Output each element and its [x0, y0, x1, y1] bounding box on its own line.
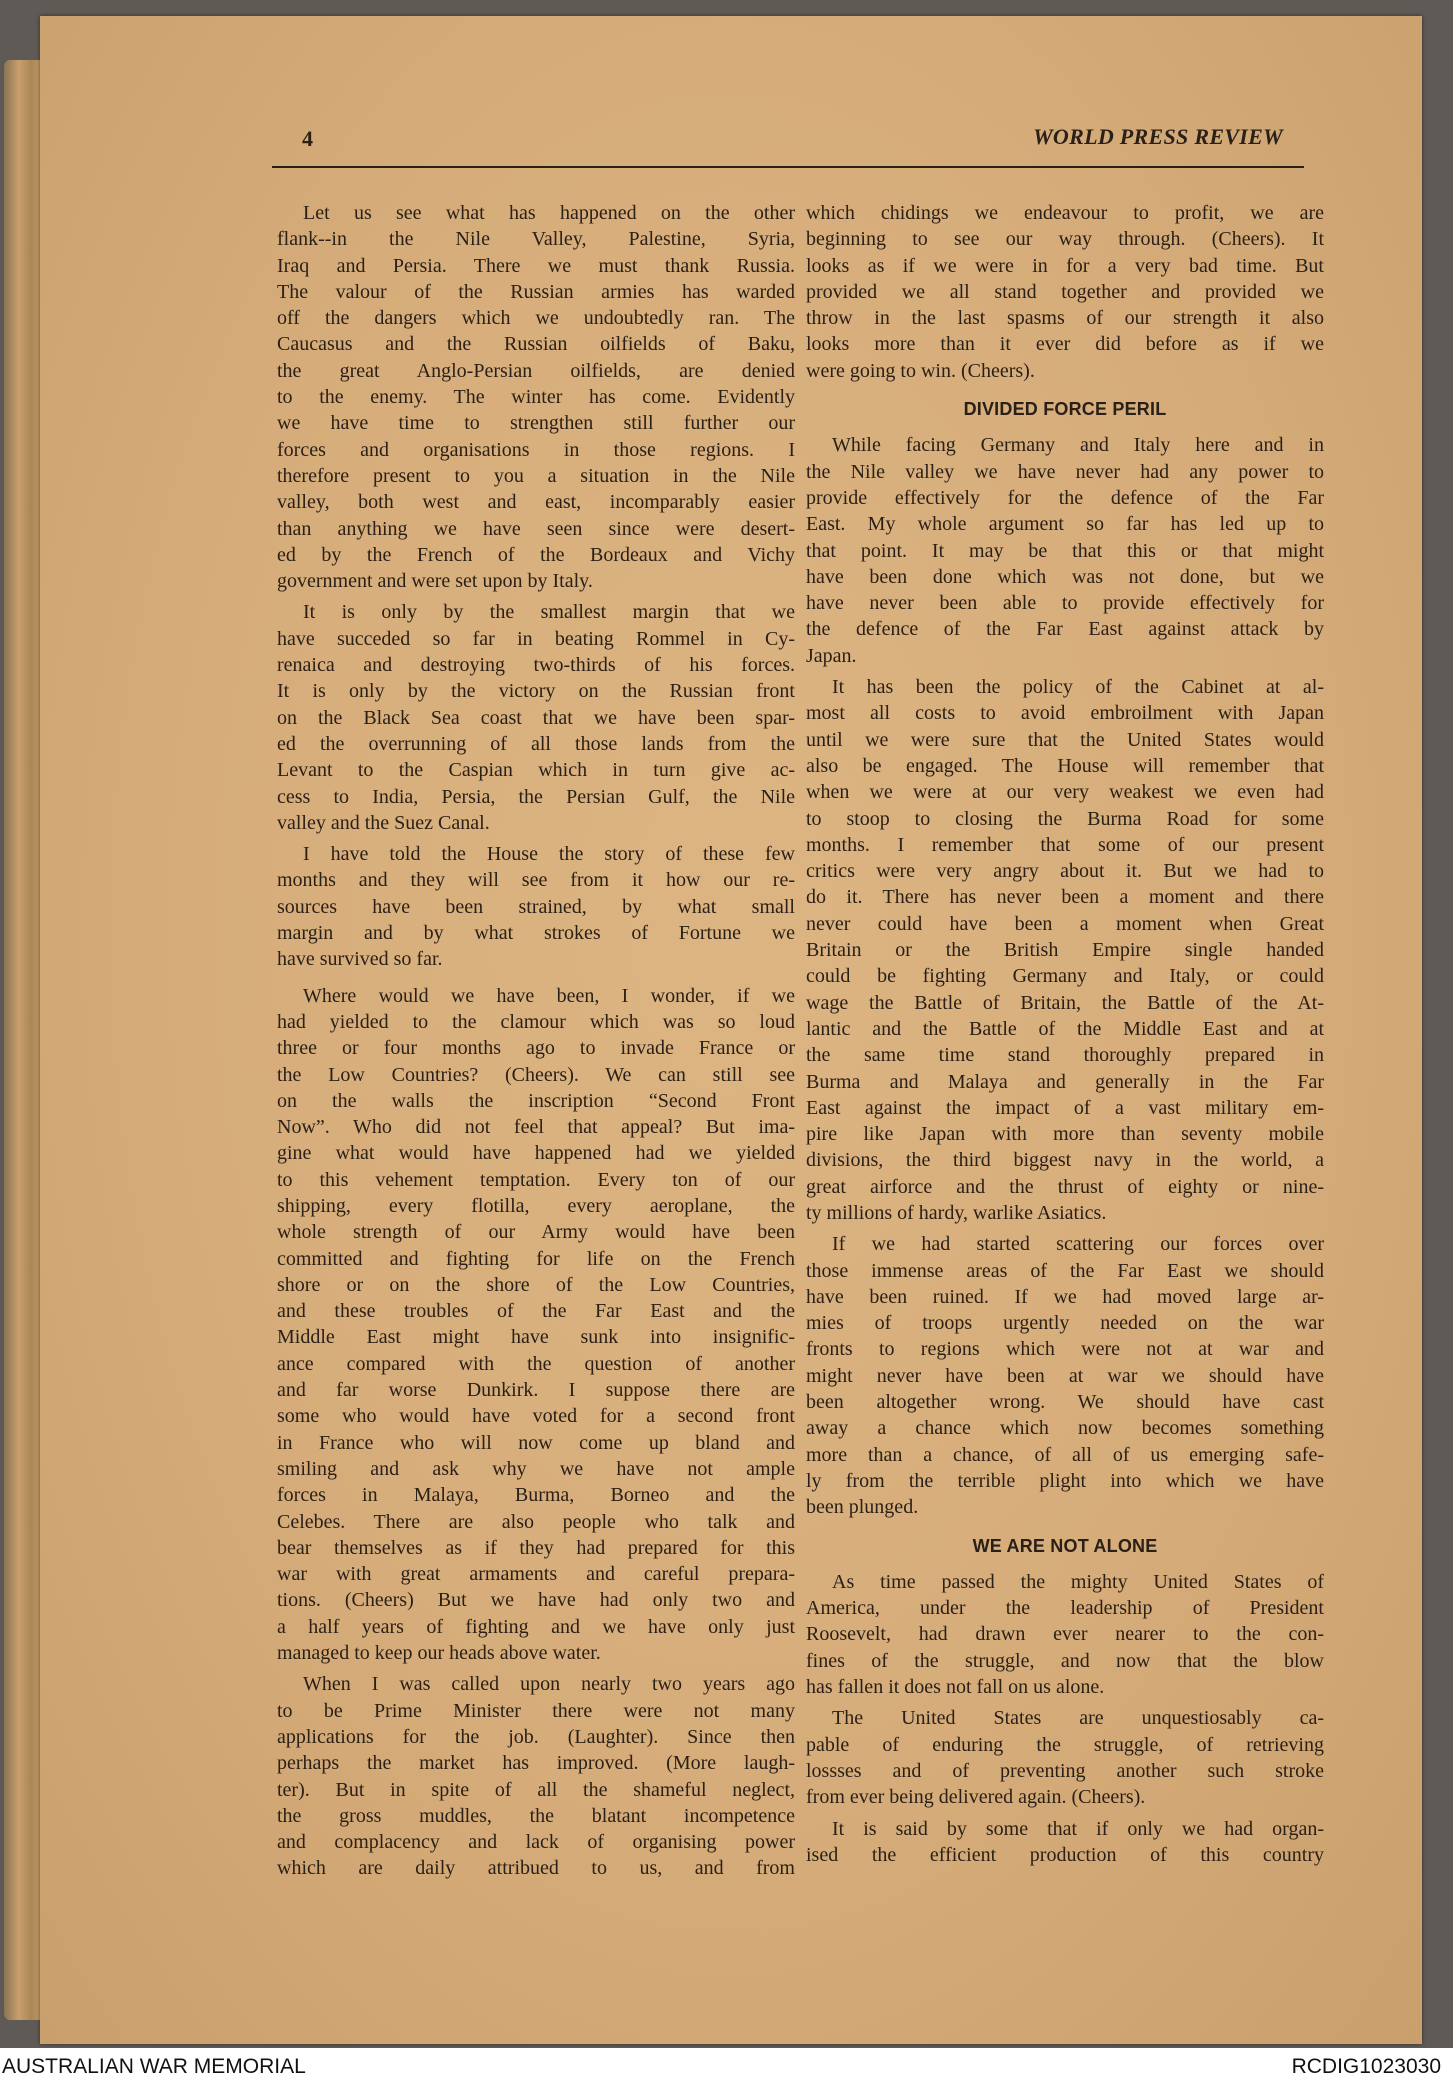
text-line: perhaps the market has improved. (More laugh-: [277, 1752, 795, 1775]
text-line: three or four months ago to invade France or: [277, 1037, 795, 1060]
left-column: [277, 200, 795, 1887]
text-line: forces in Malaya, Burma, Borneo and the: [277, 1484, 795, 1507]
text-line: been altogether wrong. We should have cast: [806, 1391, 1324, 1414]
paragraph: [277, 200, 795, 594]
text-line: Roosevelt, had drawn ever nearer to the con-: [806, 1623, 1324, 1646]
text-line: months and they will see from it how our re-: [277, 869, 795, 892]
text-line: ed by the French of the Bordeaux and Vichy: [277, 543, 795, 566]
text-line: Now”. Who did not feel that appeal? But ima-: [277, 1116, 795, 1139]
paragraph: [277, 599, 795, 836]
text-line: also be engaged. The House will remember that: [806, 754, 1324, 777]
text-line: in France who will now come up bland and: [277, 1431, 795, 1454]
text-line: East. My whole argument so far has led up to: [806, 513, 1324, 536]
text-line: ance compared with the question of another: [277, 1352, 795, 1375]
text-line: the great Anglo-Persian oilfields, are denied: [277, 359, 795, 382]
text-line: the same time stand thoroughly prepared in: [806, 1044, 1324, 1067]
text-line: those immense areas of the Far East we should: [806, 1259, 1324, 1282]
text-line: It is only by the smallest margin that we: [303, 601, 795, 624]
paragraph: [277, 1671, 795, 1881]
text-line: were going to win. (Cheers).: [806, 359, 1035, 382]
paragraph: [806, 200, 1324, 384]
text-line: cess to India, Persia, the Persian Gulf, the Nile: [277, 785, 795, 808]
text-line: Let us see what has happened on the other: [303, 202, 795, 224]
text-line: smiling and ask why we have not ample: [277, 1457, 795, 1480]
text-line: fines of the struggle, and now that the blow: [806, 1649, 1324, 1672]
text-line: looks as if we were in for a very bad time. But: [806, 254, 1324, 277]
text-line: never could have been a moment when Great: [806, 912, 1324, 935]
text-line: been plunged.: [806, 1496, 919, 1519]
text-line: war with great armaments and careful prepara-: [277, 1563, 795, 1586]
text-line: critics were very angry about it. But we had to: [806, 860, 1324, 883]
text-line: Levant to the Caspian which in turn give ac-: [277, 759, 795, 782]
text-line: to be Prime Minister there were not many: [277, 1699, 795, 1722]
text-line: might never have been at war we should have: [806, 1364, 1324, 1387]
text-line: to stoop to closing the Burma Road for some: [806, 807, 1324, 830]
text-line: have never been able to provide effectively for: [806, 592, 1324, 615]
text-line: have been ruined. If we had moved large ar-: [806, 1285, 1324, 1308]
text-line: ter). But in spite of all the shameful neglect,: [277, 1778, 795, 1801]
page-number: 4: [302, 126, 313, 151]
text-line: therefore present to you a situation in the Nile: [277, 464, 795, 487]
paragraph: [806, 674, 1324, 1226]
text-line: until we were sure that the United States would: [806, 728, 1324, 751]
text-line: the defence of the Far East against attack by: [806, 618, 1324, 641]
text-line: shipping, every flotilla, every aeroplane, the: [277, 1194, 795, 1217]
text-line: when we were at our very weakest we even had: [806, 781, 1324, 804]
paragraph: [806, 1231, 1324, 1520]
text-line: applications for the job. (Laughter). Since then: [277, 1725, 795, 1748]
text-line: The valour of the Russian armies has warded: [277, 280, 795, 303]
text-line: months. I remember that some of our present: [806, 833, 1324, 856]
text-line: valley, both west and east, incomparably easier: [277, 491, 795, 514]
text-line: valley and the Suez Canal.: [277, 811, 490, 834]
text-line: ty millions of hardy, warlike Asiatics.: [806, 1201, 1107, 1224]
text-line: managed to keep our heads above water.: [277, 1642, 601, 1665]
text-line: and these troubles of the Far East and the: [277, 1300, 795, 1323]
text-line: Middle East might have sunk into insignific-: [277, 1326, 795, 1349]
text-line: looks more than it ever did before as if we: [806, 333, 1324, 356]
text-line: ised the efficient production of this country: [806, 1843, 1324, 1866]
text-line: While facing Germany and Italy here and in: [832, 434, 1324, 457]
text-line: have been done which was not done, but we: [806, 565, 1324, 588]
text-line: that point. It may be that this or that might: [806, 539, 1324, 562]
text-line: shore or on the shore of the Low Countries,: [277, 1273, 795, 1296]
text-line: have survived so far.: [277, 948, 443, 971]
text-line: from ever being delivered again. (Cheers).: [806, 1786, 1146, 1809]
header-rule: [272, 166, 1304, 168]
text-line: have succeded so far in beating Rommel in Cy-: [277, 627, 795, 650]
text-line: divisions, the third biggest navy in the world, a: [806, 1149, 1324, 1172]
text-line: had yielded to the clamour which was so loud: [277, 1010, 795, 1033]
text-line: provided we all stand together and provided we: [806, 280, 1324, 303]
text-line: on the Black Sea coast that we have been spar-: [277, 706, 795, 729]
paragraph: [277, 983, 795, 1667]
text-line: East against the impact of a vast military em-: [806, 1096, 1324, 1119]
right-column: [806, 200, 1324, 1873]
text-line: Britain or the British Empire single handed: [806, 939, 1324, 962]
text-line: Japan.: [806, 644, 857, 667]
text-line: to the enemy. The winter has come. Evidently: [277, 386, 795, 409]
text-line: ed the overrunning of all those lands from the: [277, 732, 795, 755]
text-line: fronts to regions which were not at war and: [806, 1338, 1324, 1361]
text-line: some who would have voted for a second front: [277, 1405, 795, 1428]
text-line: the Low Countries? (Cheers). We can still see: [277, 1063, 795, 1086]
text-line: the Nile valley we have never had any power to: [806, 460, 1324, 483]
text-line: Caucasus and the Russian oilfields of Baku,: [277, 333, 795, 356]
text-line: Where would we have been, I wonder, if we: [303, 984, 795, 1007]
text-line: most all costs to avoid embroilment with Japan: [806, 702, 1324, 725]
archive-name: AUSTRALIAN WAR MEMORIAL: [2, 2055, 306, 2078]
text-line: off the dangers which we undoubtedly ran. The: [277, 307, 795, 330]
text-line: which chidings we endeavour to profit, we are: [806, 202, 1324, 224]
paragraph: [806, 432, 1324, 669]
text-line: tions. (Cheers) But we have had only two and: [277, 1589, 795, 1612]
text-line: do it. There has never been a moment and there: [806, 886, 1324, 909]
text-line: It has been the policy of the Cabinet at al-: [832, 676, 1324, 699]
text-line: Burma and Malaya and generally in the Far: [806, 1070, 1324, 1093]
text-line: Celebes. There are also people who talk and: [277, 1510, 795, 1533]
text-line: forces and organisations in those regions. I: [277, 438, 795, 461]
text-line: As time passed the mighty United States of: [832, 1570, 1324, 1593]
text-line: gine what would have happened had we yielded: [277, 1142, 795, 1165]
archive-footer: [0, 2048, 1453, 2082]
text-line: lantic and the Battle of the Middle East and at: [806, 1017, 1324, 1040]
text-line: provide effectively for the defence of the Far: [806, 486, 1324, 509]
text-line: the gross muddles, the blatant incompetence: [277, 1804, 795, 1827]
text-line: and far worse Dunkirk. I suppose there are: [277, 1379, 795, 1402]
text-line: It is only by the victory on the Russian front: [277, 680, 795, 703]
text-line: we have time to strengthen still further our: [277, 412, 795, 435]
text-line: throw in the last spasms of our strength it also: [806, 307, 1324, 330]
paragraph: [806, 1705, 1324, 1810]
text-line: away a chance which now becomes something: [806, 1417, 1324, 1440]
text-line: on the walls the inscription “Second Front: [277, 1089, 795, 1112]
text-line: sources have been strained, by what small: [277, 895, 795, 918]
item-id: RCDIG1023030: [1291, 2055, 1441, 2078]
text-line: has fallen it does not fall on us alone.: [806, 1676, 1105, 1699]
text-line: wage the Battle of Britain, the Battle of the At-: [806, 991, 1324, 1014]
text-line: and complacency and lack of organising power: [277, 1831, 795, 1854]
text-line: pire like Japan with more than seventy mobile: [806, 1123, 1324, 1146]
text-line: more than a chance, of all of us emerging safe-: [806, 1443, 1324, 1466]
text-line: If we had started scattering our forces over: [832, 1233, 1324, 1256]
text-line: It is said by some that if only we had organ-: [832, 1817, 1324, 1840]
text-line: to this vehement temptation. Every ton of our: [277, 1168, 795, 1191]
text-line: flank--in the Nile Valley, Palestine, Syria,: [277, 228, 795, 251]
text-line: When I was called upon nearly two years ago: [303, 1673, 795, 1696]
section-heading: WE ARE NOT ALONE: [972, 1535, 1158, 1556]
text-line: beginning to see our way through. (Cheers). It: [806, 228, 1324, 251]
text-line: pable of enduring the struggle, of retrieving: [806, 1733, 1324, 1756]
paragraph: [806, 1569, 1324, 1700]
paragraph: [806, 1816, 1324, 1869]
text-line: I have told the House the story of these few: [303, 843, 795, 866]
text-line: which are daily attribued to us, and from: [277, 1857, 795, 1880]
text-line: great airforce and the thrust of eighty or nine-: [806, 1175, 1324, 1198]
text-line: a half years of fighting and we have only just: [277, 1615, 795, 1638]
section-heading: DIVIDED FORCE PERIL: [963, 399, 1167, 420]
text-line: mies of troops urgently needed on the war: [806, 1312, 1324, 1335]
text-line: America, under the leadership of President: [806, 1597, 1324, 1620]
text-line: lossses and of preventing another such stroke: [806, 1759, 1324, 1782]
running-title: WORLD PRESS REVIEW: [1033, 124, 1283, 149]
paragraph: [277, 841, 795, 972]
text-line: renaica and destroying two-thirds of his forces.: [277, 654, 795, 677]
text-line: margin and by what strokes of Fortune we: [277, 922, 795, 945]
text-line: bear themselves as if they had prepared for this: [277, 1536, 795, 1559]
text-line: than anything we have seen since were desert-: [277, 517, 795, 540]
text-line: whole strength of our Army would have been: [277, 1221, 795, 1244]
text-line: ly from the terrible plight into which we have: [806, 1469, 1324, 1492]
text-line: committed and fighting for life on the French: [277, 1247, 795, 1270]
text-line: could be fighting Germany and Italy, or could: [806, 965, 1324, 988]
text-line: government and were set upon by Italy.: [277, 570, 593, 593]
text-line: The United States are unquestiosably ca-: [832, 1707, 1324, 1730]
text-line: Iraq and Persia. There we must thank Russia.: [277, 254, 795, 277]
